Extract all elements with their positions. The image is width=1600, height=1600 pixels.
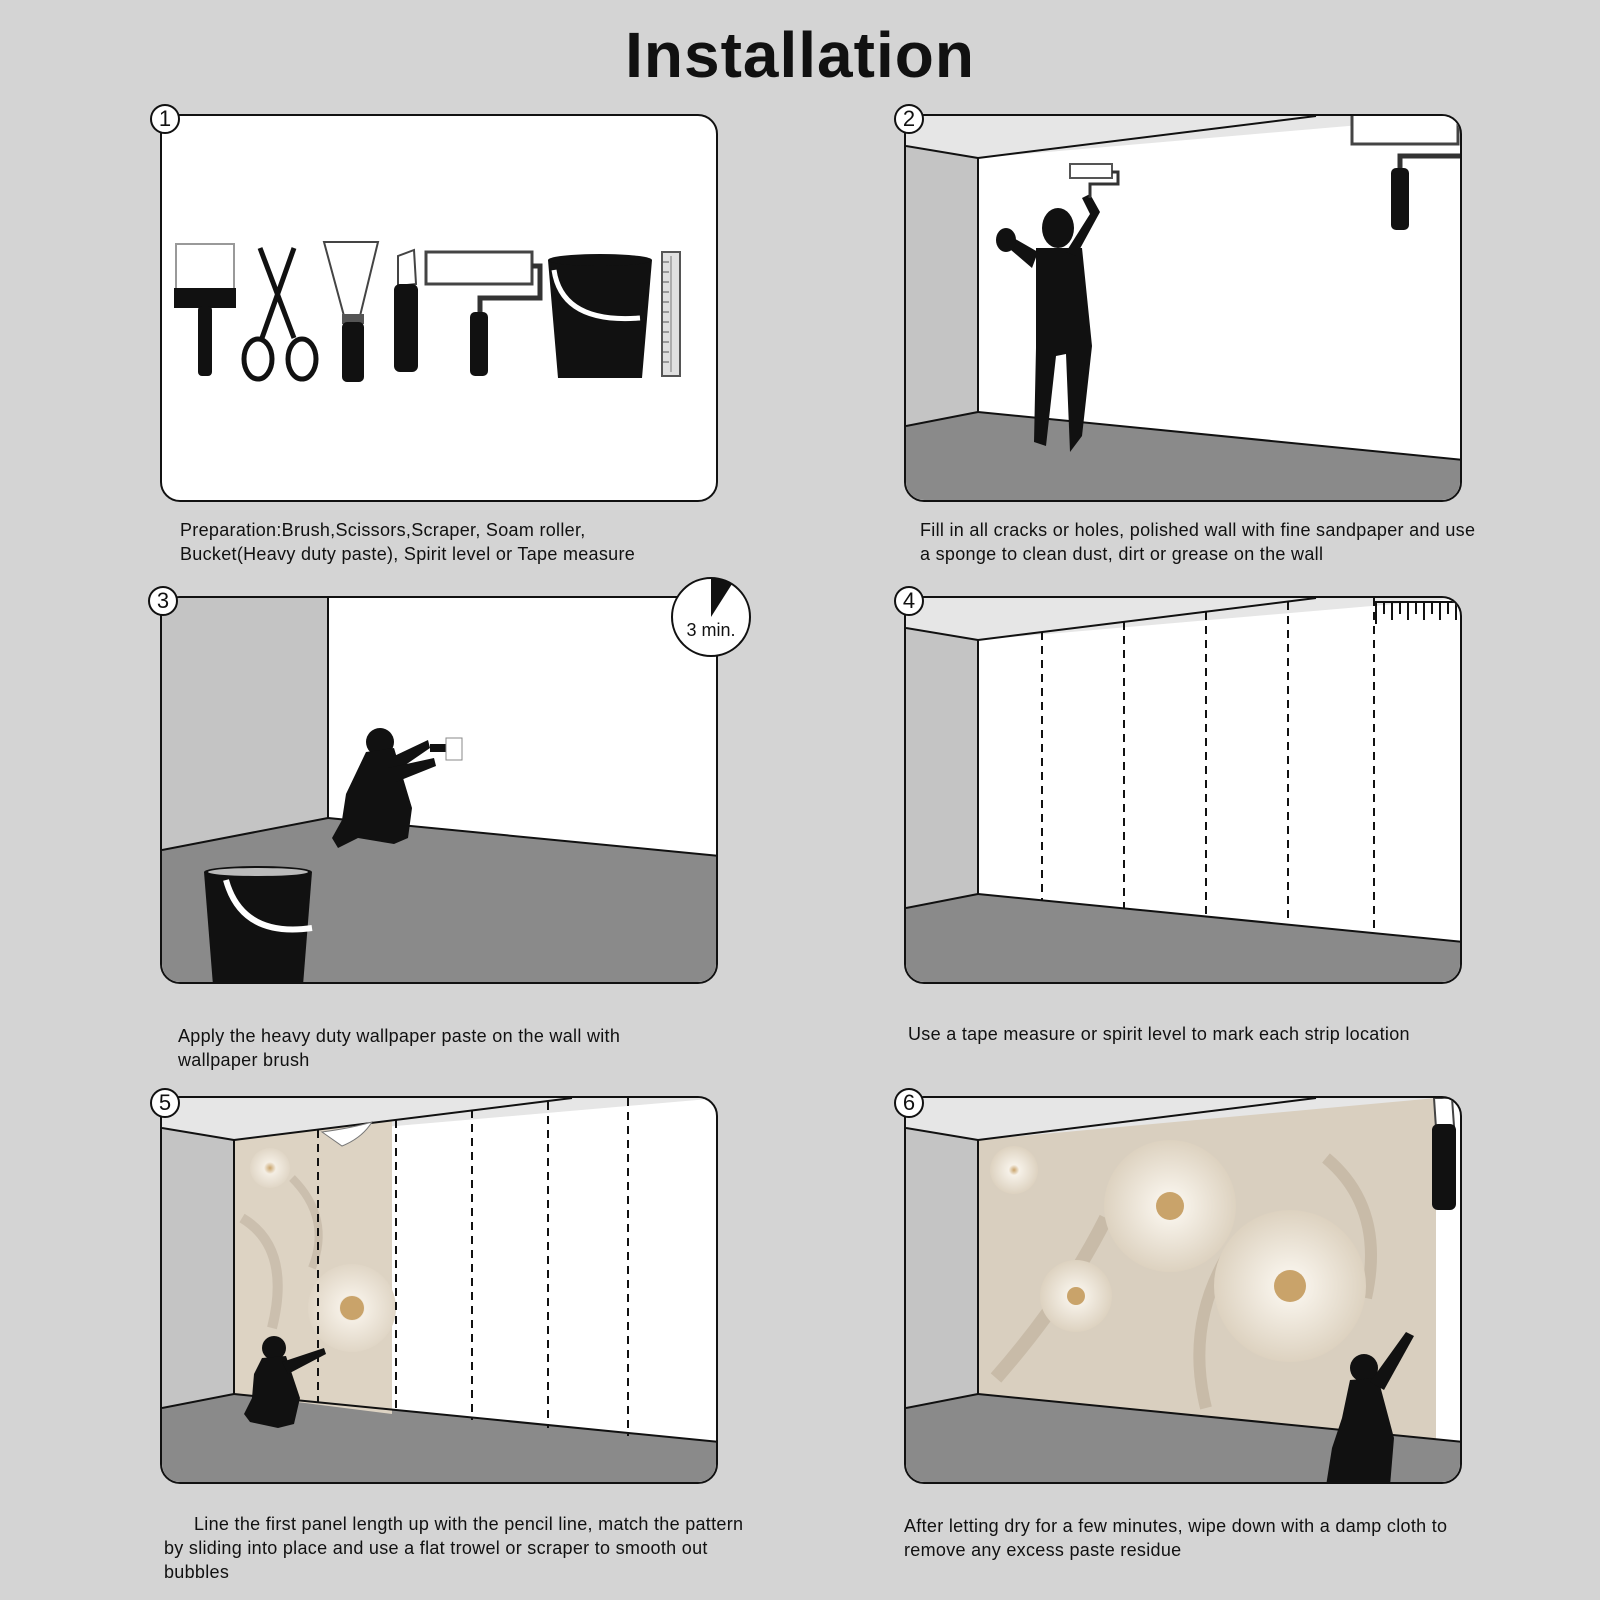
step-3-number: 3 [148,586,178,616]
knife-icon [394,250,418,372]
step-6-caption: After letting dry for a few minutes, wipe down with a damp cloth to remove any excess paste residue [904,1516,1448,1560]
page-title: Installation [625,19,975,91]
roller-icon [426,252,540,376]
step-1-caption: Preparation:Brush,Scissors,Scraper, Soam roller, Bucket(Heavy duty paste), Spirit level or Tape measure [180,520,636,564]
step-2-caption: Fill in all cracks or holes, polished wall with fine sandpaper and use a sponge to clean dust, dirt or grease on the wall [920,520,1476,564]
step-2-panel [904,114,1462,502]
step-4-number: 4 [894,586,924,616]
roller-icon [1070,164,1118,198]
step-1-panel [160,114,718,502]
roller-icon [1352,116,1462,230]
bucket-icon [548,254,652,378]
timer-label: 3 min. [686,620,736,640]
step-5-caption: Line the first panel length up with the pencil line, match the pattern by sliding into place and use a flat trowel or scraper to smooth out bubbles [164,1514,744,1582]
person-sanding-silhouette [996,194,1100,452]
step-4-panel [904,596,1462,984]
scissors-icon [244,248,316,379]
brush-icon [174,244,236,376]
step-3-panel [160,596,718,984]
timer-icon [670,576,752,658]
step-4-caption: Use a tape measure or spirit level to mark each strip location [908,1024,1410,1044]
step-5-number: 5 [150,1088,180,1118]
brush-icon [430,738,462,760]
step-3-caption: Apply the heavy duty wallpaper paste on the wall with wallpaper brush [178,1026,621,1070]
step-5-panel [160,1096,718,1484]
tape-measure-icon [1374,602,1462,624]
step-1-number: 1 [150,104,180,134]
knife-icon [1432,1098,1456,1210]
strip-guide-lines [1042,598,1374,932]
scraper-icon [324,242,378,382]
bucket-icon [204,866,312,984]
ruler-icon [662,252,680,376]
step-6-number: 6 [894,1088,924,1118]
step-2-number: 2 [894,104,924,134]
step-6-panel [904,1096,1462,1484]
